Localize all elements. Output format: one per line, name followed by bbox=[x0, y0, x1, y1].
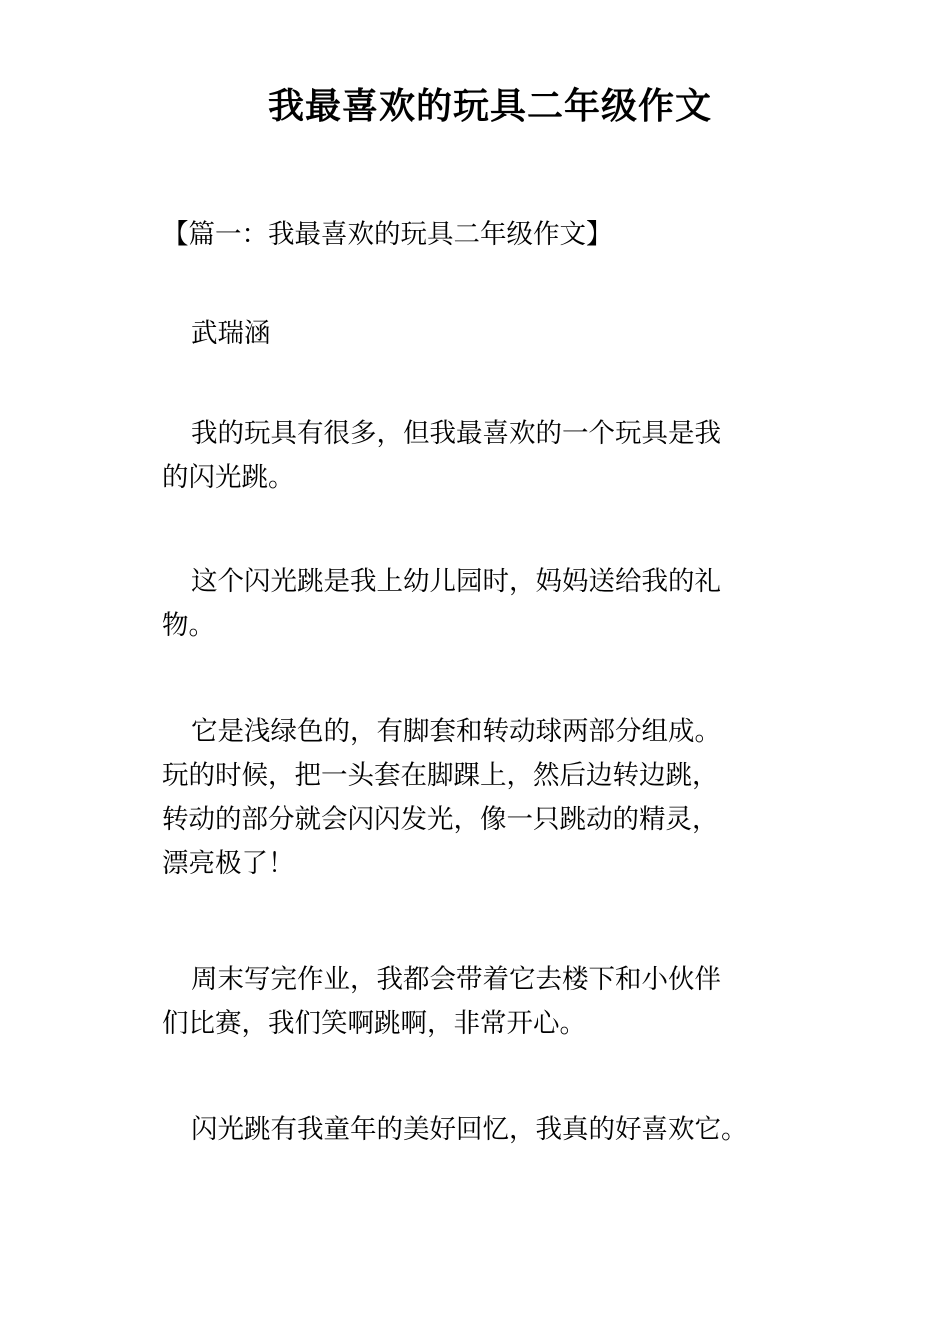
paragraph-line: 们比赛，我们笑啊跳啊，非常开心。 bbox=[162, 1008, 586, 1039]
paragraph-line: 的闪光跳。 bbox=[162, 462, 295, 493]
section-heading: 【篇一：我最喜欢的玩具二年级作文】 bbox=[162, 219, 613, 250]
paragraph-line: 物。 bbox=[162, 610, 215, 641]
paragraph-line: 周末写完作业，我都会带着它去楼下和小伙伴 bbox=[191, 964, 721, 995]
paragraph-line: 漂亮极了！ bbox=[162, 848, 295, 879]
paragraph-2 bbox=[162, 560, 777, 648]
paragraph-line: 我的玩具有很多，但我最喜欢的一个玩具是我 bbox=[191, 418, 721, 449]
paragraph-4 bbox=[162, 958, 777, 1046]
paragraph-5 bbox=[162, 1108, 777, 1152]
paragraph-line: 转动的部分就会闪闪发光，像一只跳动的精灵， bbox=[162, 804, 719, 835]
document-title: 我最喜欢的玩具二年级作文 bbox=[267, 85, 712, 127]
paragraph-line: 闪光跳有我童年的美好回忆，我真的好喜欢它。 bbox=[191, 1114, 748, 1145]
paragraph-1 bbox=[162, 412, 777, 500]
paragraph-line: 玩的时候，把一头套在脚踝上，然后边转边跳， bbox=[162, 760, 719, 791]
paragraph-3 bbox=[162, 710, 777, 886]
paragraph-line: 它是浅绿色的，有脚套和转动球两部分组成。 bbox=[191, 716, 721, 747]
paragraph-line: 这个闪光跳是我上幼儿园时，妈妈送给我的礼 bbox=[191, 566, 721, 597]
author-name: 武瑞涵 bbox=[191, 318, 271, 349]
